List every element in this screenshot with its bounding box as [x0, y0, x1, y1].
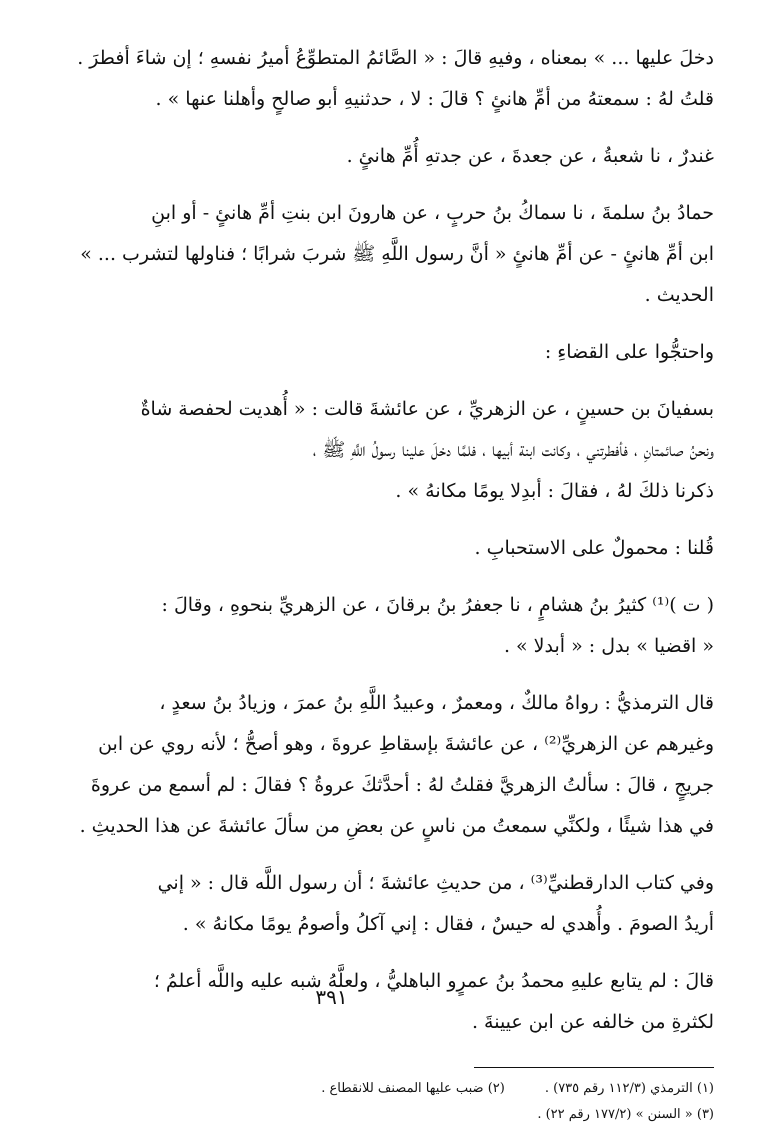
- text-line: الحديث .: [644, 284, 714, 306]
- text-line: قال الترمذيُّ : رواهُ مالكٌ ، ومعمرٌ ، وعبيدُ اللَّهِ بنُ عمرَ ، وزيادُ بنُ سعدٍ ،: [159, 692, 714, 714]
- footnote-2: (٢) ضبب عليها المصنف للانقطاع .: [321, 1081, 505, 1096]
- text-line: ونحنُ صائمتانِ ، فأفطرتني ، وكانت ابنة أبيها ، فلمَّا دخلَ علينا رسولُ اللَّهِ ﷺ ،: [312, 439, 714, 461]
- paragraph-6: [50, 528, 714, 569]
- text-line: أريدُ الصومَ . وأُهدي له حيسٌ ، فقال : إني آكلُ وأصومُ يومًا مكانهُ » .: [182, 913, 714, 935]
- footnote-1: (١) الترمذي (١١٢/٣ رقم ٧٣٥) .: [544, 1081, 714, 1096]
- text-line: ذكرنا ذلكَ لهُ ، فقالَ : أبدِلا يومًا مكانهُ » .: [395, 480, 714, 502]
- paragraph-9: [50, 863, 714, 945]
- footnote-row: [50, 1102, 714, 1128]
- text-line: جريجٍ ، قالَ : سألتُ الزهريَّ فقلتُ لهُ : أحدَّثكَ عروةُ ؟ فقالَ : لم أسمع من عروةَ: [90, 774, 714, 796]
- footnote-row: [50, 1076, 714, 1102]
- footnotes: [50, 1076, 714, 1128]
- text-line: قُلنا : محمولٌ على الاستحبابِ .: [474, 537, 714, 559]
- text-line: واحتجُّوا على القضاءِ :: [544, 341, 714, 363]
- text-line: حمادُ بنُ سلمةَ ، نا سماكُ بنُ حربٍ ، عن هارونَ ابن بنتِ أمِّ هانئٍ - أو ابنِ: [151, 202, 714, 224]
- footnote-separator: [474, 1067, 714, 1068]
- paragraph-4: [50, 332, 714, 373]
- text-line: وفي كتاب الدارقطنيِّ⁽³⁾ ، من حديثِ عائشةَ ؛ أن رسول اللَّه قال : « إني: [157, 872, 714, 894]
- text-line: غندرٌ ، نا شعبةُ ، عن جعدةَ ، عن جدتهِ أُمِّ هانئٍ .: [346, 145, 714, 167]
- footnote-3: (٣) « السنن » (١٧٧/٢ رقم ٢٢) .: [537, 1107, 714, 1122]
- paragraph-5: [50, 389, 714, 512]
- paragraph-3: [50, 193, 714, 316]
- paragraph-2: [50, 136, 714, 177]
- text-line: قالَ : لم يتابع عليهِ محمدُ بنُ عمرٍو الباهليُّ ، ولعلَّهُ شبه عليه واللَّه أعلمُ ؛: [153, 970, 714, 992]
- text-line: دخلَ عليها ... » بمعناه ، وفيهِ قالَ : « الصَّائمُ المتطوِّعُ أميرُ نفسهِ ؛ إن شاءَ أفطرَ .: [77, 47, 714, 69]
- text-line: وغيرهم عن الزهريِّ⁽²⁾ ، عن عائشةَ بإسقاطِ عروةَ ، وهو أصحُّ ؛ لأنه روي عن ابن: [98, 733, 714, 755]
- text-line: في هذا شيئًا ، ولكنِّي سمعتُ من ناسٍ عن بعضِ من سألَ عائشةَ عن هذا الحديثِ .: [79, 815, 714, 837]
- page-number: ٣٩١: [315, 985, 348, 1009]
- text-line: بسفيانَ بن حسينٍ ، عن الزهريِّ ، عن عائشةَ قالت : « أُهديت لحفصة شاةٌ: [140, 398, 714, 420]
- text-line: ابن أمِّ هانئٍ - عن أمِّ هانئٍ « أنَّ رسول اللَّهِ ﷺ شربَ شرابًا ؛ فناولها لتشرب ... »: [80, 243, 714, 265]
- text-line: « اقضيا » بدل : « أبدلا » .: [503, 635, 714, 657]
- paragraph-1: [50, 38, 714, 120]
- paragraph-7: [50, 585, 714, 667]
- paragraph-8: [50, 683, 714, 847]
- text-line: لكثرةِ من خالفه عن ابن عيينةَ .: [471, 1011, 714, 1033]
- text-line: قلتُ لهُ : سمعتهُ من أمِّ هانئٍ ؟ قالَ : لا ، حدثنيهِ أبو صالحٍ وأهلنا عنها » .: [155, 88, 714, 110]
- page-body: [50, 38, 714, 1122]
- text-line: ( ت )⁽¹⁾ كثيرُ بنُ هشامٍ ، نا جعفرُ بنُ برقانَ ، عن الزهريِّ بنحوهِ ، وقالَ :: [161, 594, 714, 616]
